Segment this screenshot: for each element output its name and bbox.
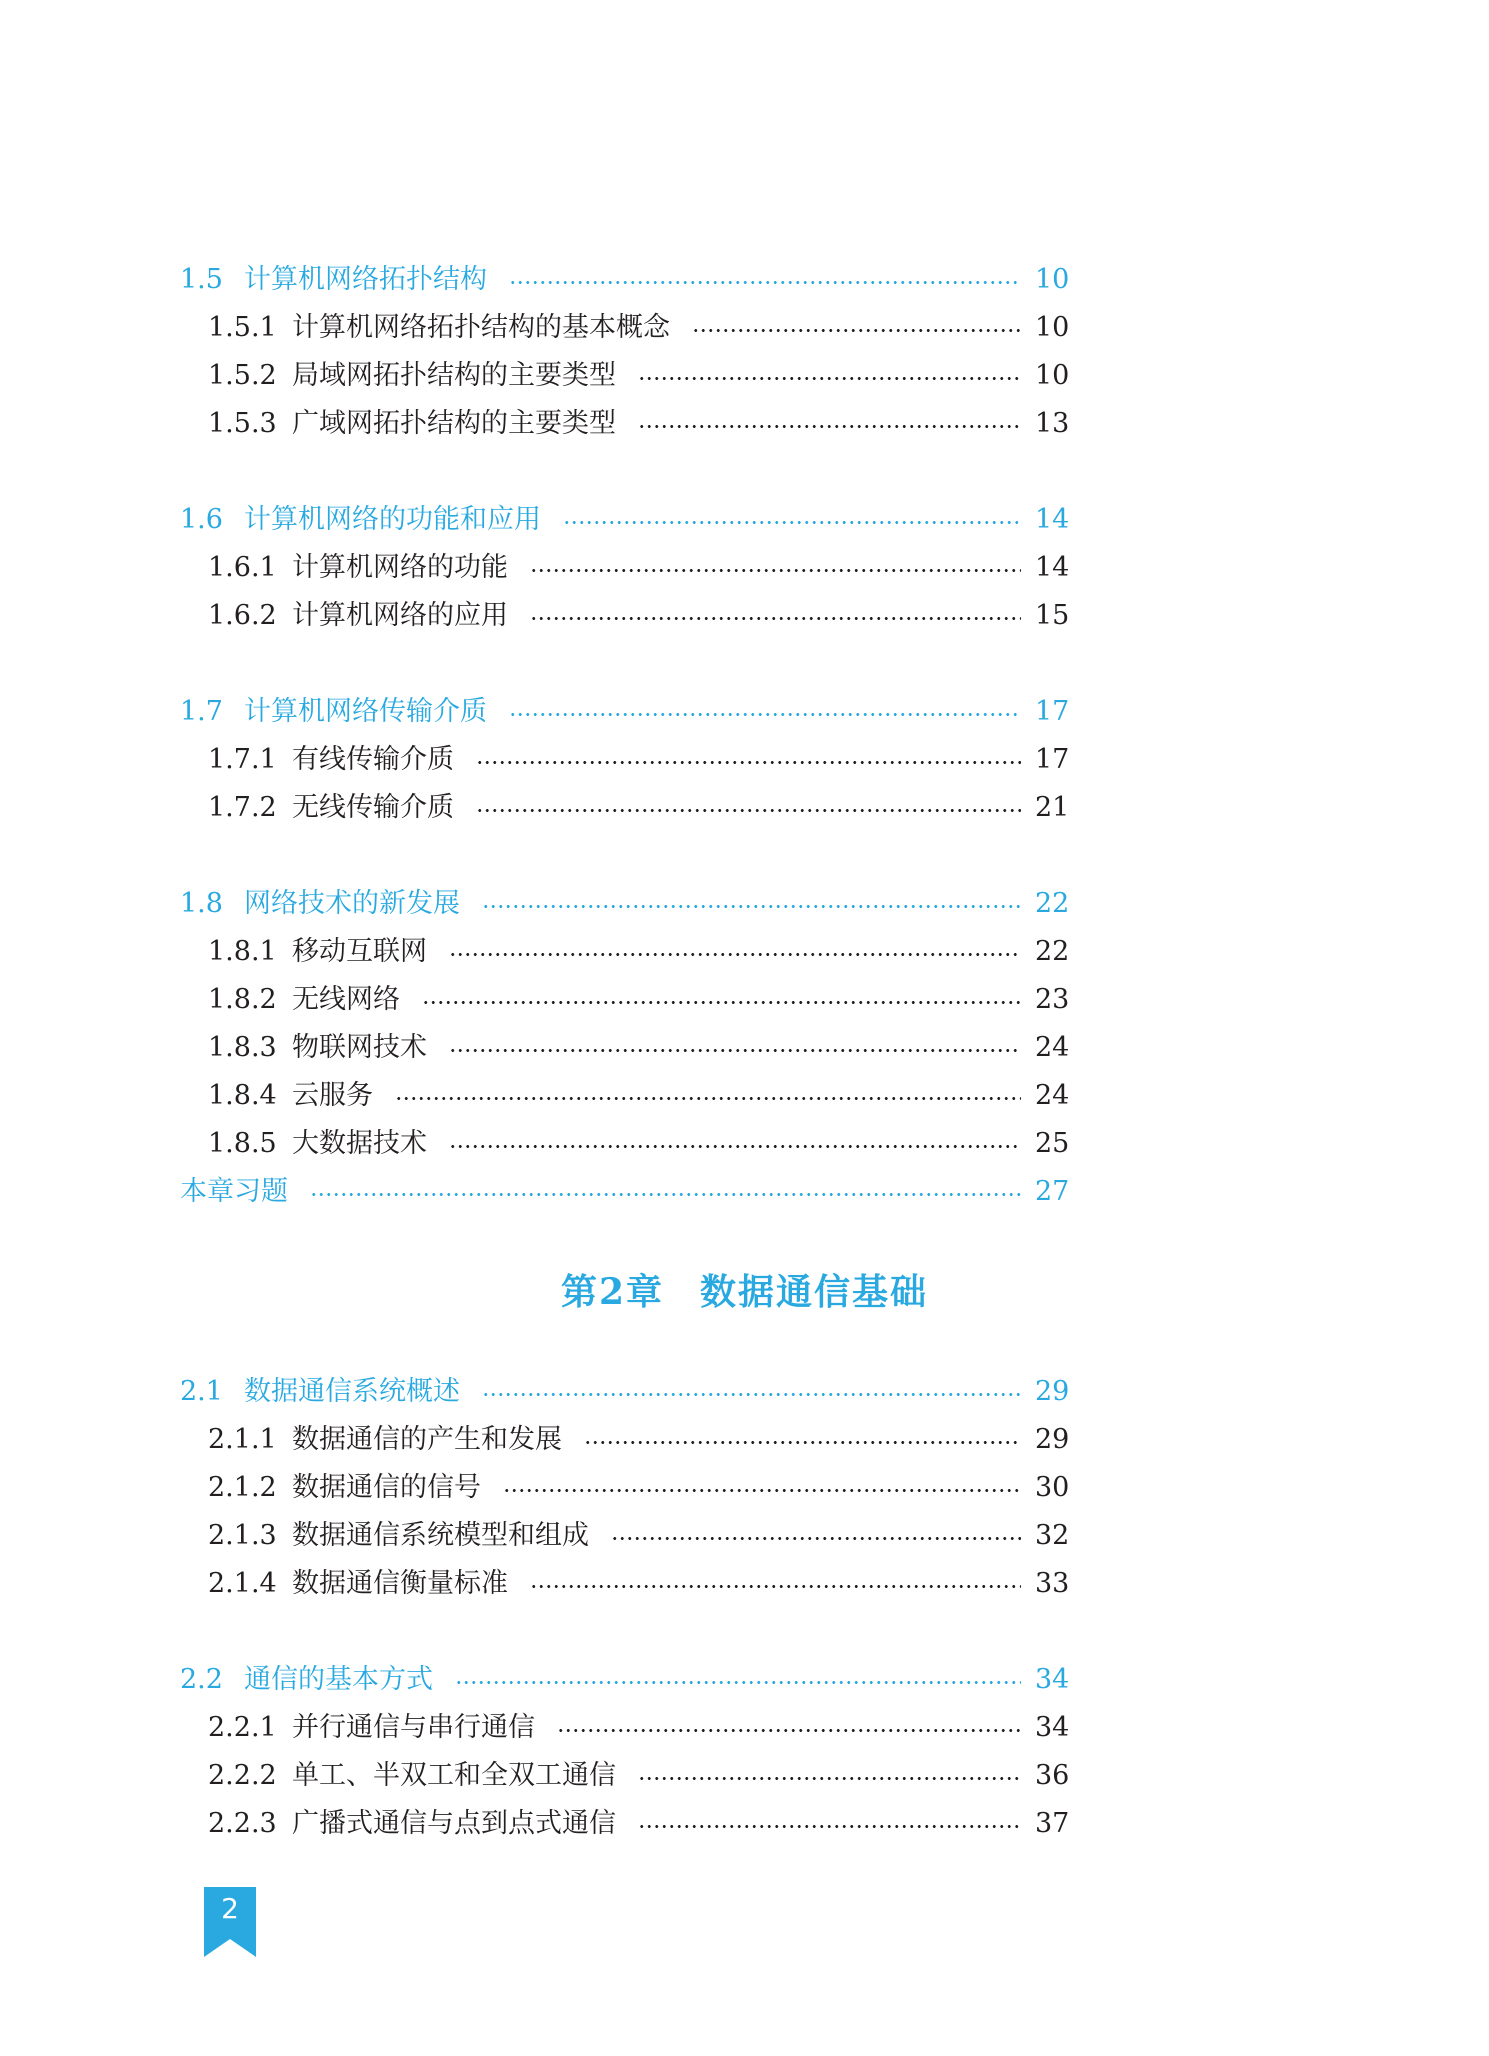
toc-entry-2-1-4[interactable] xyxy=(180,1562,1070,1606)
entry-title: 单工、半双工和全双工通信 xyxy=(292,1760,616,1791)
dot-leader xyxy=(310,1193,1021,1196)
dot-leader xyxy=(530,617,1021,620)
entry-number: 2.1.3 xyxy=(208,1520,277,1551)
dot-leader xyxy=(476,809,1021,812)
entry-number: 1.5.3 xyxy=(208,408,277,439)
dot-leader xyxy=(482,905,1021,908)
dot-leader xyxy=(638,1777,1021,1780)
entry-page: 29 xyxy=(1035,1376,1070,1407)
entry-title: 无线传输介质 xyxy=(292,792,454,823)
entry-number: 2.2 xyxy=(180,1664,223,1695)
entry-number: 1.5 xyxy=(180,264,223,295)
entry-page: 13 xyxy=(1035,408,1070,439)
entry-title: 网络技术的新发展 xyxy=(244,888,460,919)
entry-page: 15 xyxy=(1035,600,1070,631)
toc-entry-1-7[interactable] xyxy=(180,690,1070,734)
dot-leader xyxy=(395,1097,1021,1100)
dot-leader xyxy=(449,1145,1021,1148)
entry-number: 2.1.1 xyxy=(208,1424,277,1455)
entry-page: 34 xyxy=(1035,1712,1070,1743)
entry-title: 计算机网络的应用 xyxy=(292,600,508,631)
entry-number: 1.8.5 xyxy=(208,1128,277,1159)
entry-number: 1.6 xyxy=(180,504,223,535)
entry-page: 34 xyxy=(1035,1664,1070,1695)
entry-title: 计算机网络拓扑结构的基本概念 xyxy=(292,312,670,343)
entry-title: 局域网拓扑结构的主要类型 xyxy=(292,360,616,391)
entry-title: 计算机网络的功能和应用 xyxy=(244,504,541,535)
toc-entry-exercises[interactable] xyxy=(180,1170,1070,1214)
entry-page: 22 xyxy=(1035,888,1070,919)
entry-page: 14 xyxy=(1035,504,1070,535)
toc-entry-1-5-2[interactable] xyxy=(180,354,1070,398)
dot-leader xyxy=(557,1729,1021,1732)
entry-title: 计算机网络的功能 xyxy=(292,552,508,583)
entry-page: 30 xyxy=(1035,1472,1070,1503)
dot-leader xyxy=(530,1585,1021,1588)
entry-number: 2.2.1 xyxy=(208,1712,277,1743)
toc-entry-1-8-5[interactable] xyxy=(180,1122,1070,1166)
entry-number: 1.8.4 xyxy=(208,1080,277,1111)
entry-number: 1.8.1 xyxy=(208,936,277,967)
dot-leader xyxy=(509,713,1021,716)
dot-leader xyxy=(638,377,1021,380)
dot-leader xyxy=(449,953,1021,956)
dot-leader xyxy=(584,1441,1021,1444)
dot-leader xyxy=(422,1001,1021,1004)
chapter-label: 第2章 xyxy=(560,1271,665,1313)
dot-leader xyxy=(509,281,1021,284)
entry-title: 计算机网络拓扑结构 xyxy=(244,264,487,295)
toc-entry-1-8-3[interactable] xyxy=(180,1026,1070,1070)
toc-entry-1-7-2[interactable] xyxy=(180,786,1070,830)
entry-title: 本章习题 xyxy=(180,1176,288,1207)
dot-leader xyxy=(449,1049,1021,1052)
entry-page: 24 xyxy=(1035,1080,1070,1111)
entry-page: 22 xyxy=(1035,936,1070,967)
dot-leader xyxy=(638,425,1021,428)
entry-title: 物联网技术 xyxy=(292,1032,427,1063)
dot-leader xyxy=(455,1681,1021,1684)
entry-number: 1.8 xyxy=(180,888,223,919)
toc-entry-1-7-1[interactable] xyxy=(180,738,1070,782)
entry-page: 29 xyxy=(1035,1424,1070,1455)
toc-entry-2-1-3[interactable] xyxy=(180,1514,1070,1558)
entry-page: 36 xyxy=(1035,1760,1070,1791)
entry-number: 2.1.4 xyxy=(208,1568,277,1599)
toc-entry-1-5[interactable] xyxy=(180,258,1070,302)
entry-number: 1.7.2 xyxy=(208,792,277,823)
entry-page: 17 xyxy=(1035,696,1070,727)
toc-entry-2-2-3[interactable] xyxy=(180,1802,1070,1846)
entry-number: 1.6.1 xyxy=(208,552,277,583)
entry-number: 2.1.2 xyxy=(208,1472,277,1503)
entry-page: 14 xyxy=(1035,552,1070,583)
entry-title: 有线传输介质 xyxy=(292,744,454,775)
entry-number: 1.5.2 xyxy=(208,360,277,391)
entry-title: 无线网络 xyxy=(292,984,400,1015)
entry-title: 数据通信衡量标准 xyxy=(292,1568,508,1599)
dot-leader xyxy=(476,761,1021,764)
entry-page: 37 xyxy=(1035,1808,1070,1839)
entry-title: 数据通信系统概述 xyxy=(244,1376,460,1407)
dot-leader xyxy=(692,329,1021,332)
toc-entry-1-5-1[interactable] xyxy=(180,306,1070,350)
entry-title: 大数据技术 xyxy=(292,1128,427,1159)
chapter-title: 数据通信基础 xyxy=(700,1271,929,1313)
entry-title: 数据通信的产生和发展 xyxy=(292,1424,562,1455)
toc-entry-1-8-2[interactable] xyxy=(180,978,1070,1022)
entry-page: 10 xyxy=(1035,312,1070,343)
toc-entry-1-6-1[interactable] xyxy=(180,546,1070,590)
entry-title: 移动互联网 xyxy=(292,936,427,967)
toc-entry-1-5-3[interactable] xyxy=(180,402,1070,446)
dot-leader xyxy=(530,569,1021,572)
toc-entry-2-2-1[interactable] xyxy=(180,1706,1070,1750)
page-number-badge xyxy=(204,1887,256,1957)
entry-page: 33 xyxy=(1035,1568,1070,1599)
entry-number: 2.2.2 xyxy=(208,1760,277,1791)
entry-number: 1.7.1 xyxy=(208,744,277,775)
entry-title: 数据通信的信号 xyxy=(292,1472,481,1503)
entry-number: 1.8.3 xyxy=(208,1032,277,1063)
dot-leader xyxy=(563,521,1021,524)
entry-number: 2.2.3 xyxy=(208,1808,277,1839)
entry-number: 1.5.1 xyxy=(208,312,277,343)
entry-page: 10 xyxy=(1035,360,1070,391)
entry-title: 广播式通信与点到点式通信 xyxy=(292,1808,616,1839)
entry-page: 10 xyxy=(1035,264,1070,295)
chapter-heading[interactable] xyxy=(0,1264,1489,1315)
page-number: 2 xyxy=(221,1892,239,1925)
entry-title: 通信的基本方式 xyxy=(244,1664,433,1695)
toc-entry-2-2-2[interactable] xyxy=(180,1754,1070,1798)
toc-entry-1-8-1[interactable] xyxy=(180,930,1070,974)
entry-number: 1.8.2 xyxy=(208,984,277,1015)
entry-title: 云服务 xyxy=(292,1080,373,1111)
toc-entry-1-6-2[interactable] xyxy=(180,594,1070,638)
entry-page: 27 xyxy=(1035,1176,1070,1207)
toc-entry-1-8[interactable] xyxy=(180,882,1070,926)
toc-entry-1-6[interactable] xyxy=(180,498,1070,542)
entry-page: 32 xyxy=(1035,1520,1070,1551)
entry-number: 1.6.2 xyxy=(208,600,277,631)
entry-number: 2.1 xyxy=(180,1376,223,1407)
toc-entry-2-1-1[interactable] xyxy=(180,1418,1070,1462)
entry-page: 17 xyxy=(1035,744,1070,775)
toc-entry-2-1[interactable] xyxy=(180,1370,1070,1414)
entry-page: 23 xyxy=(1035,984,1070,1015)
dot-leader xyxy=(611,1537,1021,1540)
toc-entry-2-2[interactable] xyxy=(180,1658,1070,1702)
toc-entry-1-8-4[interactable] xyxy=(180,1074,1070,1118)
entry-page: 24 xyxy=(1035,1032,1070,1063)
dot-leader xyxy=(503,1489,1021,1492)
entry-title: 数据通信系统模型和组成 xyxy=(292,1520,589,1551)
entry-title: 并行通信与串行通信 xyxy=(292,1712,535,1743)
entry-number: 1.7 xyxy=(180,696,223,727)
entry-title: 广域网拓扑结构的主要类型 xyxy=(292,408,616,439)
entry-title: 计算机网络传输介质 xyxy=(244,696,487,727)
toc-entry-2-1-2[interactable] xyxy=(180,1466,1070,1510)
entry-page: 21 xyxy=(1035,792,1070,823)
entry-page: 25 xyxy=(1035,1128,1070,1159)
dot-leader xyxy=(638,1825,1021,1828)
dot-leader xyxy=(482,1393,1021,1396)
